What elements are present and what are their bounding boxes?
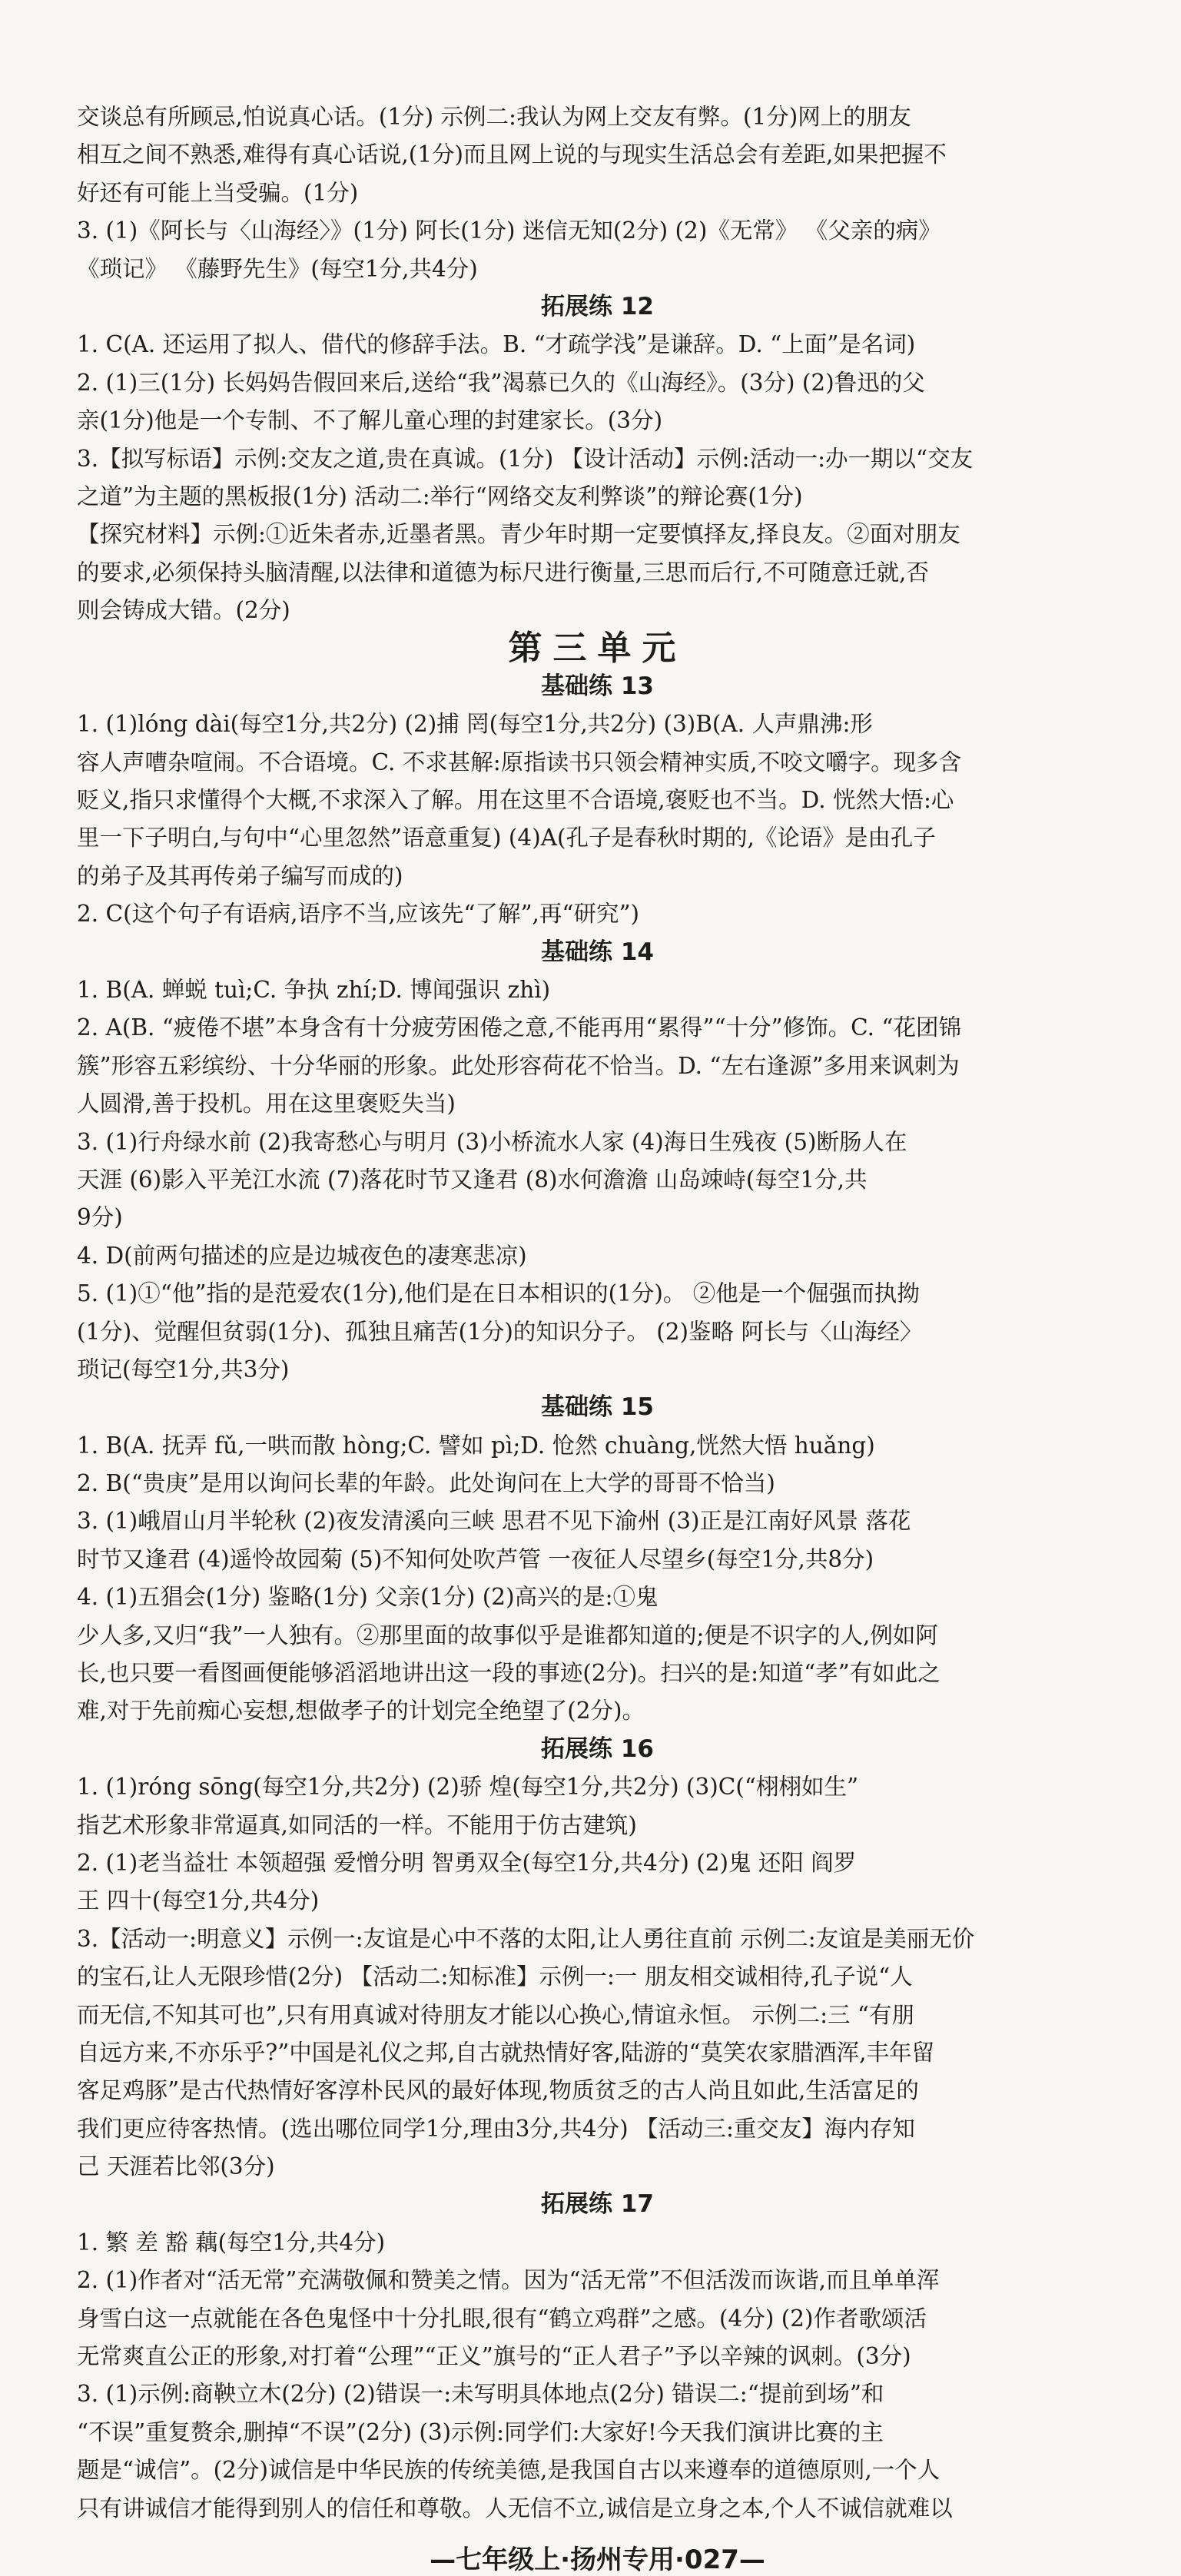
text-line: 少人多,又归“我”一人独有。②那里面的故事似乎是谁都知道的;便是不识字的人,例如阿	[77, 1622, 938, 1648]
text-line: 时节又逢君 (4)遥怜故园菊 (5)不知何处吹芦管 一夜征人尽望乡(每空1分,共8分)	[77, 1545, 874, 1572]
section-heading: 基础练 13	[541, 672, 654, 700]
text-line: 而无信,不知其可也”,只有用真诚对待朋友才能以心换心,情谊永恒。 示例二:三 “有朋	[77, 2001, 914, 2028]
text-line: 《琐记》 《藤野先生》(每空1分,共4分)	[77, 255, 478, 282]
text-line: 的宝石,让人无限珍惜(2分) 【活动二:知标准】示例一:一 朋友相交诚相待,孔子说“人	[77, 1964, 913, 1990]
text-line: 题是“诚信”。(2分)诚信是中华民族的传统美德,是我国自古以来遵奉的道德原则,一个人	[77, 2457, 940, 2484]
text-line: 3.【拟写标语】示例:交友之道,贵在真诚。(1分) 【设计活动】示例:活动一:办一期以“交友	[77, 445, 974, 472]
text-line: 天涯 (6)影入平羌江水流 (7)落花时节又逢君 (8)水何澹澹 山岛竦峙(每空1分,共	[77, 1166, 868, 1193]
text-line: 4. D(前两句描述的应是边城夜色的凄寒悲凉)	[77, 1242, 527, 1269]
text-line: 2. (1)作者对“活无常”充满敬佩和赞美之情。因为“活无常”不但活泼而诙谐,而且单单浑	[77, 2267, 940, 2294]
text-line: 3. (1)行舟绿水前 (2)我寄愁心与明月 (3)小桥流水人家 (4)海日生残夜 (5)断肠人在	[77, 1128, 907, 1155]
unit-title: 第三单元	[508, 629, 687, 668]
text-line: 容人声嘈杂喧闹。不合语境。C. 不求甚解:原指读书只领会精神实质,不咬文嚼字。现多含	[77, 749, 962, 775]
text-line: 【探究材料】示例:①近朱者赤,近墨者黑。青少年时期一定要慎择友,择良友。②面对朋友	[77, 521, 960, 548]
text-line: 4. (1)五猖会(1分) 鉴略(1分) 父亲(1分) (2)高兴的是:①鬼	[77, 1584, 659, 1611]
text-line: 2. A(B. “疲倦不堪”本身含有十分疲劳困倦之意,不能再用“累得”“十分”修饰。C. “花团锦	[77, 1014, 961, 1041]
section-heading: 基础练 15	[541, 1393, 654, 1422]
text-line: 2. B(“贵庚”是用以询问长辈的年龄。此处询问在上大学的哥哥不恰当)	[77, 1470, 775, 1497]
text-line: (1分)、觉醒但贫弱(1分)、孤独且痛苦(1分)的知识分子。 (2)鉴略 阿长与〈山海经〉	[77, 1318, 923, 1345]
text-line: 3. (1)《阿长与〈山海经〉》(1分) 阿长(1分) 迷信无知(2分) (2)《无常》 《父亲的病》	[77, 217, 941, 244]
text-line: 指艺术形象非常逼真,如同活的一样。不能用于仿古建筑)	[77, 1811, 637, 1838]
text-line: 1. C(A. 还运用了拟人、借代的修辞手法。B. “才疏学浅”是谦辞。D. “上面”是名词)	[77, 331, 916, 358]
text-line: 3.【活动一:明意义】示例一:友谊是心中不落的太阳,让人勇往直前 示例二:友谊是美丽无价	[77, 1925, 975, 1952]
text-line: 3. (1)示例:商鞅立木(2分) (2)错误一:未写明具体地点(2分) 错误二:“提前到场”和	[77, 2381, 884, 2408]
text-line: 己 天涯若比邻(3分)	[77, 2153, 275, 2180]
text-line: 王 四十(每空1分,共4分)	[77, 1887, 320, 1914]
text-line: 我们更应待客热情。(选出哪位同学1分,理由3分,共4分) 【活动三:重交友】海内存知	[77, 2115, 915, 2142]
text-line: 2. (1)老当益壮 本领超强 爱憎分明 智勇双全(每空1分,共4分) (2)鬼 还阳 阎罗	[77, 1849, 857, 1876]
text-line: 3. (1)峨眉山月半轮秋 (2)夜发清溪向三峡 思君不见下渝州 (3)正是江南好风景 落花	[77, 1508, 911, 1535]
text-line: 1. (1)róng sōng(每空1分,共2分) (2)骄 煌(每空1分,共2分) (3)C(“栩栩如生”	[77, 1774, 859, 1801]
text-line: 贬义,指只求懂得个大概,不求深入了解。用在这里不合语境,褒贬也不当。D. 恍然大悟:心	[77, 787, 954, 814]
text-line: 无常爽直公正的形象,对打着“公理”“正义”旗号的“正人君子”予以辛辣的讽刺。(3分)	[77, 2343, 911, 2370]
text-line: 只有讲诚信才能得到别人的信任和尊敬。人无信不立,诚信是立身之本,个人不诚信就难以	[77, 2495, 953, 2521]
text-line: 亲(1分)他是一个专制、不了解儿童心理的封建家长。(3分)	[77, 407, 663, 434]
text-line: 则会铸成大错。(2分)	[77, 597, 290, 624]
text-line: 里一下子明白,与句中“心里忽然”语意重复) (4)A(孔子是春秋时期的,《论语》是由孔子	[77, 825, 936, 851]
text-line: 自远方来,不亦乐乎?”中国是礼仪之邦,自古就热情好客,陆游的“莫笑农家腊酒浑,丰年留	[77, 2039, 934, 2066]
text-line: 1. 繁 差 豁 藕(每空1分,共4分)	[77, 2229, 386, 2256]
text-line: 的要求,必须保持头脑清醒,以法律和道德为标尺进行衡量,三思而后行,不可随意迁就,否	[77, 559, 929, 586]
text-line: 难,对于先前痴心妄想,想做孝子的计划完全绝望了(2分)。	[77, 1698, 645, 1725]
text-line: 2. (1)三(1分) 长妈妈告假回来后,送给“我”渴慕已久的《山海经》。(3分) (2)鲁迅的父	[77, 369, 925, 396]
section-heading: 基础练 14	[541, 938, 654, 966]
text-line: 的弟子及其再传弟子编写而成的)	[77, 862, 403, 889]
text-line: 相互之间不熟悉,难得有真心话说,(1分)而且网上说的与现实生活总会有差距,如果把握不	[77, 141, 947, 168]
text-line: 之道”为主题的黑板报(1分) 活动二:举行“网络交友利弊谈”的辩论赛(1分)	[77, 483, 803, 510]
text-line: 9分)	[77, 1204, 123, 1231]
text-line: 1. B(A. 蝉蜕 tuì;C. 争执 zhí;D. 博闻强识 zhì)	[77, 976, 551, 1003]
section-heading: 拓展练 16	[541, 1734, 654, 1763]
page-footer: —七年级上·扬州专用·027—	[430, 2544, 765, 2575]
text-line: “不误”重复赘余,删掉“不误”(2分) (3)示例:同学们:大家好!今天我们演讲比赛的主	[77, 2418, 884, 2445]
text-line: 长,也只要一看图画便能够滔滔地讲出这一段的事迹(2分)。扫兴的是:知道“孝”有如此之	[77, 1660, 940, 1687]
text-line: 5. (1)①“他”指的是范爱农(1分),他们是在日本相识的(1分)。 ②他是一个倔强而执拗	[77, 1280, 920, 1307]
text-line: 簇”形容五彩缤纷、十分华丽的形象。此处形容荷花不恰当。D. “左右逢源”多用来讽刺为	[77, 1052, 960, 1079]
text-line: 2. C(这个句子有语病,语序不当,应该先“了解”,再“研究”)	[77, 901, 640, 928]
text-line: 1. (1)lóng dài(每空1分,共2分) (2)捕 罔(每空1分,共2分) (3)B(A. 人声鼎沸:形	[77, 711, 873, 738]
text-line: 人圆滑,善于投机。用在这里褒贬失当)	[77, 1090, 456, 1117]
answer-content	[77, 98, 1118, 2528]
text-line: 交谈总有所顾忌,怕说真心话。(1分) 示例二:我认为网上交友有弊。(1分)网上的朋友	[77, 104, 911, 130]
section-heading: 拓展练 17	[541, 2190, 654, 2219]
text-line: 1. B(A. 抚弄 fǔ,一哄而散 hòng;C. 譬如 pì;D. 怆然 chuàng,恍然大悟 huǎng)	[77, 1432, 875, 1459]
text-line: 身雪白这一点就能在各色鬼怪中十分扎眼,很有“鹤立鸡群”之感。(4分) (2)作者歌颂活	[77, 2305, 927, 2332]
text-line: 琐记(每空1分,共3分)	[77, 1356, 290, 1383]
text-line: 客足鸡豚”是古代热情好客淳朴民风的最好体现,物质贫乏的古人尚且如此,生活富足的	[77, 2077, 919, 2104]
text-line: 好还有可能上当受骗。(1分)	[77, 179, 359, 206]
section-heading: 拓展练 12	[541, 292, 654, 320]
